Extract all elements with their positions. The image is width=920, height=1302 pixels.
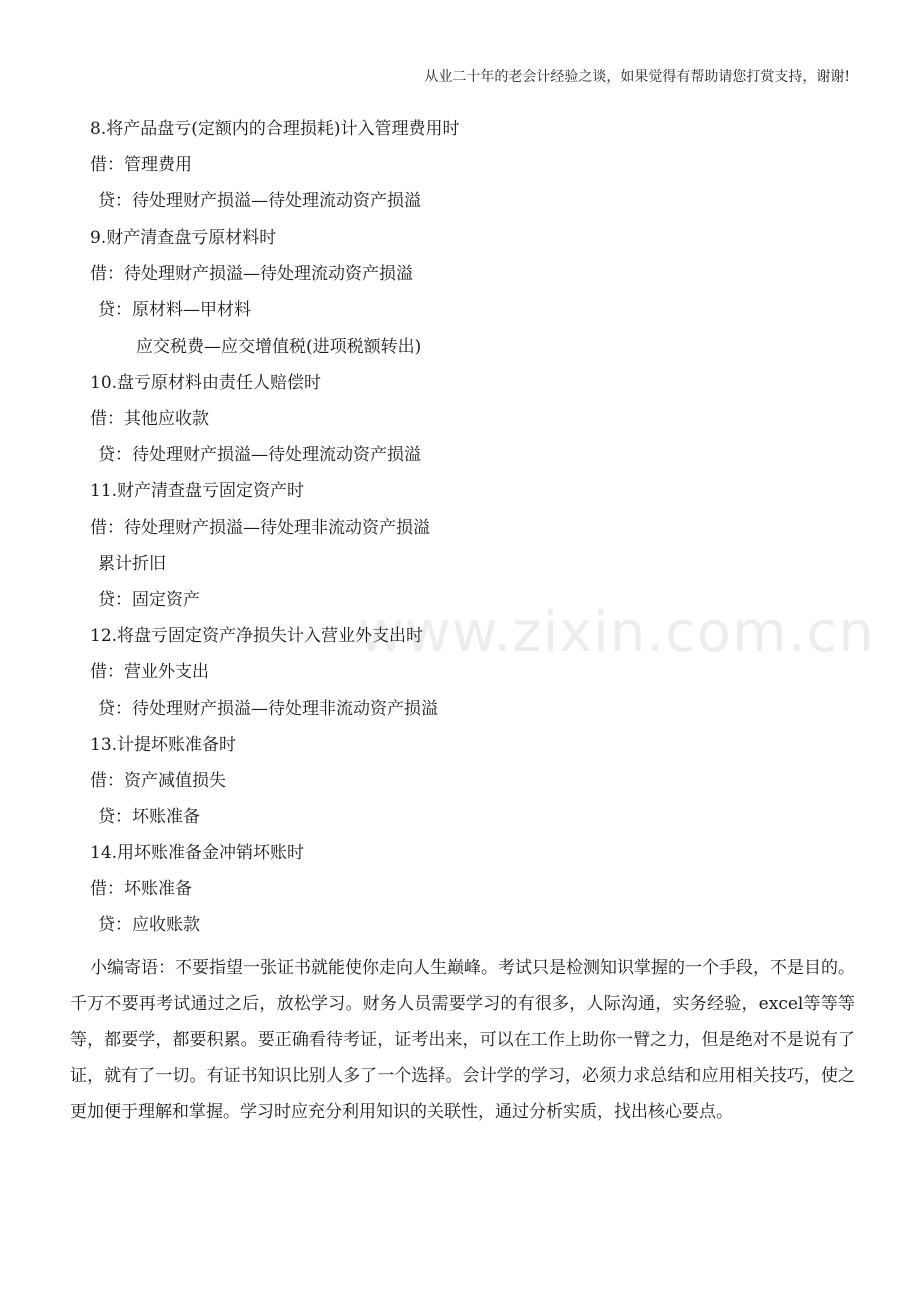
debit-line: 借：其他应收款 — [90, 409, 209, 429]
closing-paragraph: 小编寄语：不要指望一张证书就能使你走向人生巅峰。考试只是检测知识掌握的一个手段，不是目的。千万不要再考试通过之后，放松学习。财务人员需要学习的有很多，人际沟通，实务经验，excel等等等等，都要学，都要积累。要正确看待考证，证考出来，可以在工作上助你一臂之力，但是绝对不是说有了证，就有了一切。有证书知识比别人多了一个选择。会计学的学习，必须力求总结和应用相关技巧，使之更加便于理解和掌握。学习时应充分利用知识的关联性，通过分析实质，找出核心要点。 — [70, 958, 855, 1122]
item-heading-11: 11.财产清查盘亏固定资产时 — [90, 481, 305, 501]
credit-line: 贷：应收账款 — [98, 915, 200, 935]
credit-line: 贷：原材料—甲材料 — [98, 300, 251, 320]
item-heading-13: 13.计提坏账准备时 — [90, 735, 237, 755]
debit-line: 借：管理费用 — [90, 155, 192, 175]
item-heading-9: 9.财产清查盘亏原材料时 — [90, 228, 277, 248]
watermark: www.zixin.com.cn — [358, 600, 875, 665]
debit-line-continued: 累计折旧 — [98, 554, 166, 574]
debit-line: 借：待处理财产损溢—待处理流动资产损溢 — [90, 264, 413, 284]
item-heading-10: 10.盘亏原材料由责任人赔偿时 — [90, 373, 322, 393]
credit-line: 贷：坏账准备 — [98, 807, 200, 827]
header-note: 从业二十年的老会计经验之谈，如果觉得有帮助请您打赏支持，谢谢! — [424, 69, 850, 85]
item-heading-8: 8.将产品盘亏(定额内的合理损耗)计入管理费用时 — [90, 119, 460, 139]
debit-line: 借：营业外支出 — [90, 662, 209, 682]
debit-line: 借：资产减值损失 — [90, 771, 226, 791]
credit-line-continued: 应交税费—应交增值税(进项税额转出) — [136, 337, 422, 357]
debit-line: 借：坏账准备 — [90, 879, 192, 899]
item-heading-14: 14.用坏账准备金冲销坏账时 — [90, 843, 305, 863]
credit-line: 贷：待处理财产损溢—待处理非流动资产损溢 — [98, 699, 438, 719]
credit-line: 贷：固定资产 — [98, 590, 200, 610]
item-heading-12: 12.将盘亏固定资产净损失计入营业外支出时 — [90, 626, 424, 646]
credit-line: 贷：待处理财产损溢—待处理流动资产损溢 — [98, 445, 421, 465]
credit-line: 贷：待处理财产损溢—待处理流动资产损溢 — [98, 191, 421, 211]
debit-line: 借：待处理财产损溢—待处理非流动资产损溢 — [90, 518, 430, 538]
